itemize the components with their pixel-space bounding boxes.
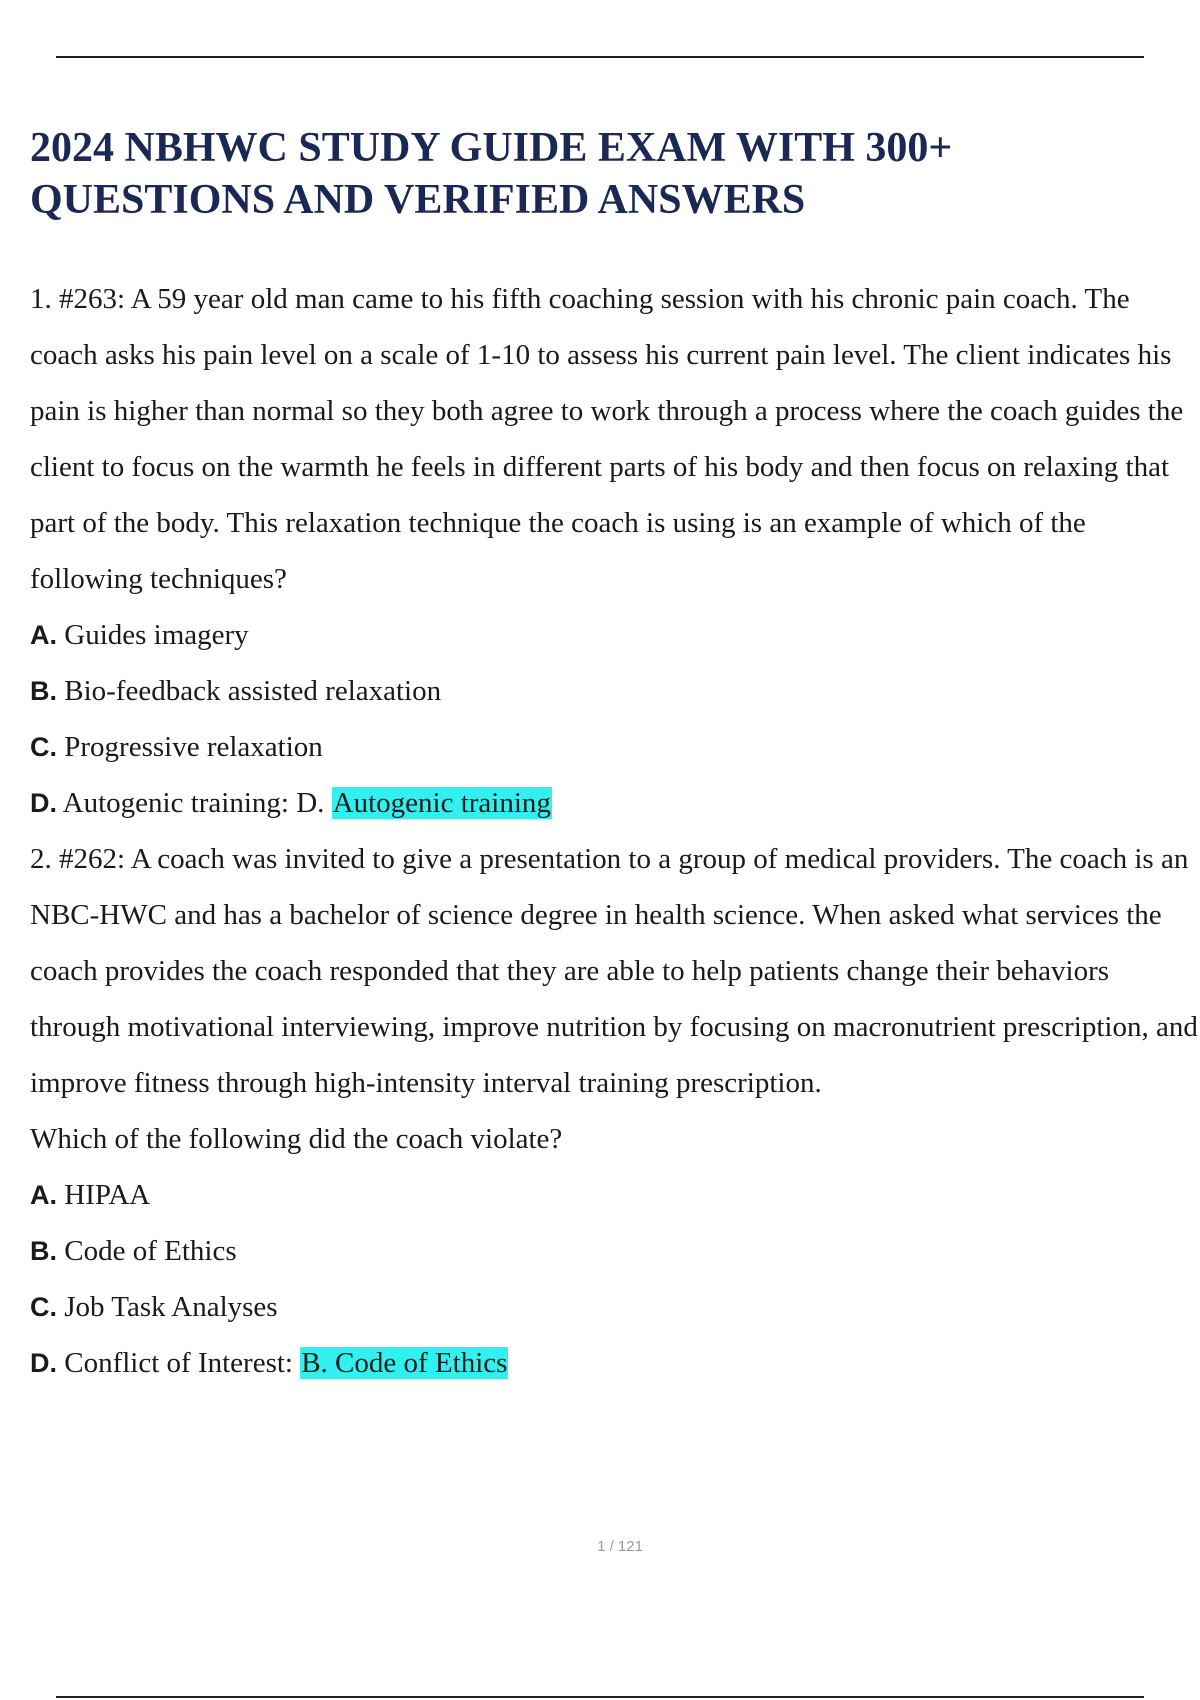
- option-letter: D.: [30, 788, 57, 818]
- option-letter: A.: [30, 620, 57, 650]
- option-text: Guides imagery: [57, 619, 249, 651]
- option-letter: A.: [30, 1180, 57, 1210]
- question-2-option-d: [30, 1335, 1200, 1391]
- question-1-option-b: [30, 663, 1200, 719]
- question-1-answer-highlight: Autogenic training: [332, 787, 551, 819]
- option-text: Progressive relaxation: [57, 731, 323, 763]
- question-2-option-a: [30, 1167, 1200, 1223]
- title-line-2: QUESTIONS AND VERIFIED ANSWERS: [30, 177, 806, 223]
- page-number: 1 / 121: [597, 1538, 643, 1555]
- option-text: Code of Ethics: [57, 1235, 237, 1267]
- document-title: [30, 122, 1150, 226]
- option-text: Job Task Analyses: [57, 1291, 278, 1323]
- question-2-option-c: [30, 1279, 1200, 1335]
- question-1-option-a: [30, 607, 1200, 663]
- question-2-followup: Which of the following did the coach violate?: [30, 1123, 563, 1155]
- question-2-option-b: [30, 1223, 1200, 1279]
- question-1-option-c: [30, 719, 1200, 775]
- option-text: HIPAA: [57, 1179, 151, 1211]
- option-letter: C.: [30, 1292, 57, 1322]
- option-letter: C.: [30, 732, 57, 762]
- option-text: Conflict of Interest:: [57, 1347, 301, 1379]
- option-text: Autogenic training: D.: [57, 787, 332, 819]
- question-1-text: 1. #263: A 59 year old man came to his fifth coaching session with his chronic pain coach. The coach asks his pain level on a scale of 1-10 to assess his current pain level. The client indicates his pain is higher than normal so they both agree to work through a process where the coach guides the client to focus on the warmth he feels in different parts of his body and then focus on relaxing that part of the body. This relaxation technique the coach is using is an example of which of the following techniques?: [30, 283, 1184, 595]
- option-letter: B.: [30, 676, 57, 706]
- option-letter: D.: [30, 1348, 57, 1378]
- option-text: Bio-feedback assisted relaxation: [57, 675, 442, 707]
- question-1-option-d: [30, 775, 1200, 831]
- header-rule: [56, 56, 1144, 58]
- question-2-text: 2. #262: A coach was invited to give a presentation to a group of medical providers. The coach is an NBC-HWC and has a bachelor of science degree in health science. When asked what services the coach provides the coach responded that they are able to help patients change their behaviors through motivational interviewing, improve nutrition by focusing on macronutrient prescription, and improve fitness through high-intensity interval training prescription.: [30, 843, 1198, 1099]
- footer-rule: [56, 1696, 1144, 1698]
- title-line-1: 2024 NBHWC STUDY GUIDE EXAM WITH 300+: [30, 125, 953, 171]
- question-2-answer-highlight: B. Code of Ethics: [301, 1347, 508, 1379]
- option-letter: B.: [30, 1236, 57, 1266]
- document-body: [30, 271, 1200, 1391]
